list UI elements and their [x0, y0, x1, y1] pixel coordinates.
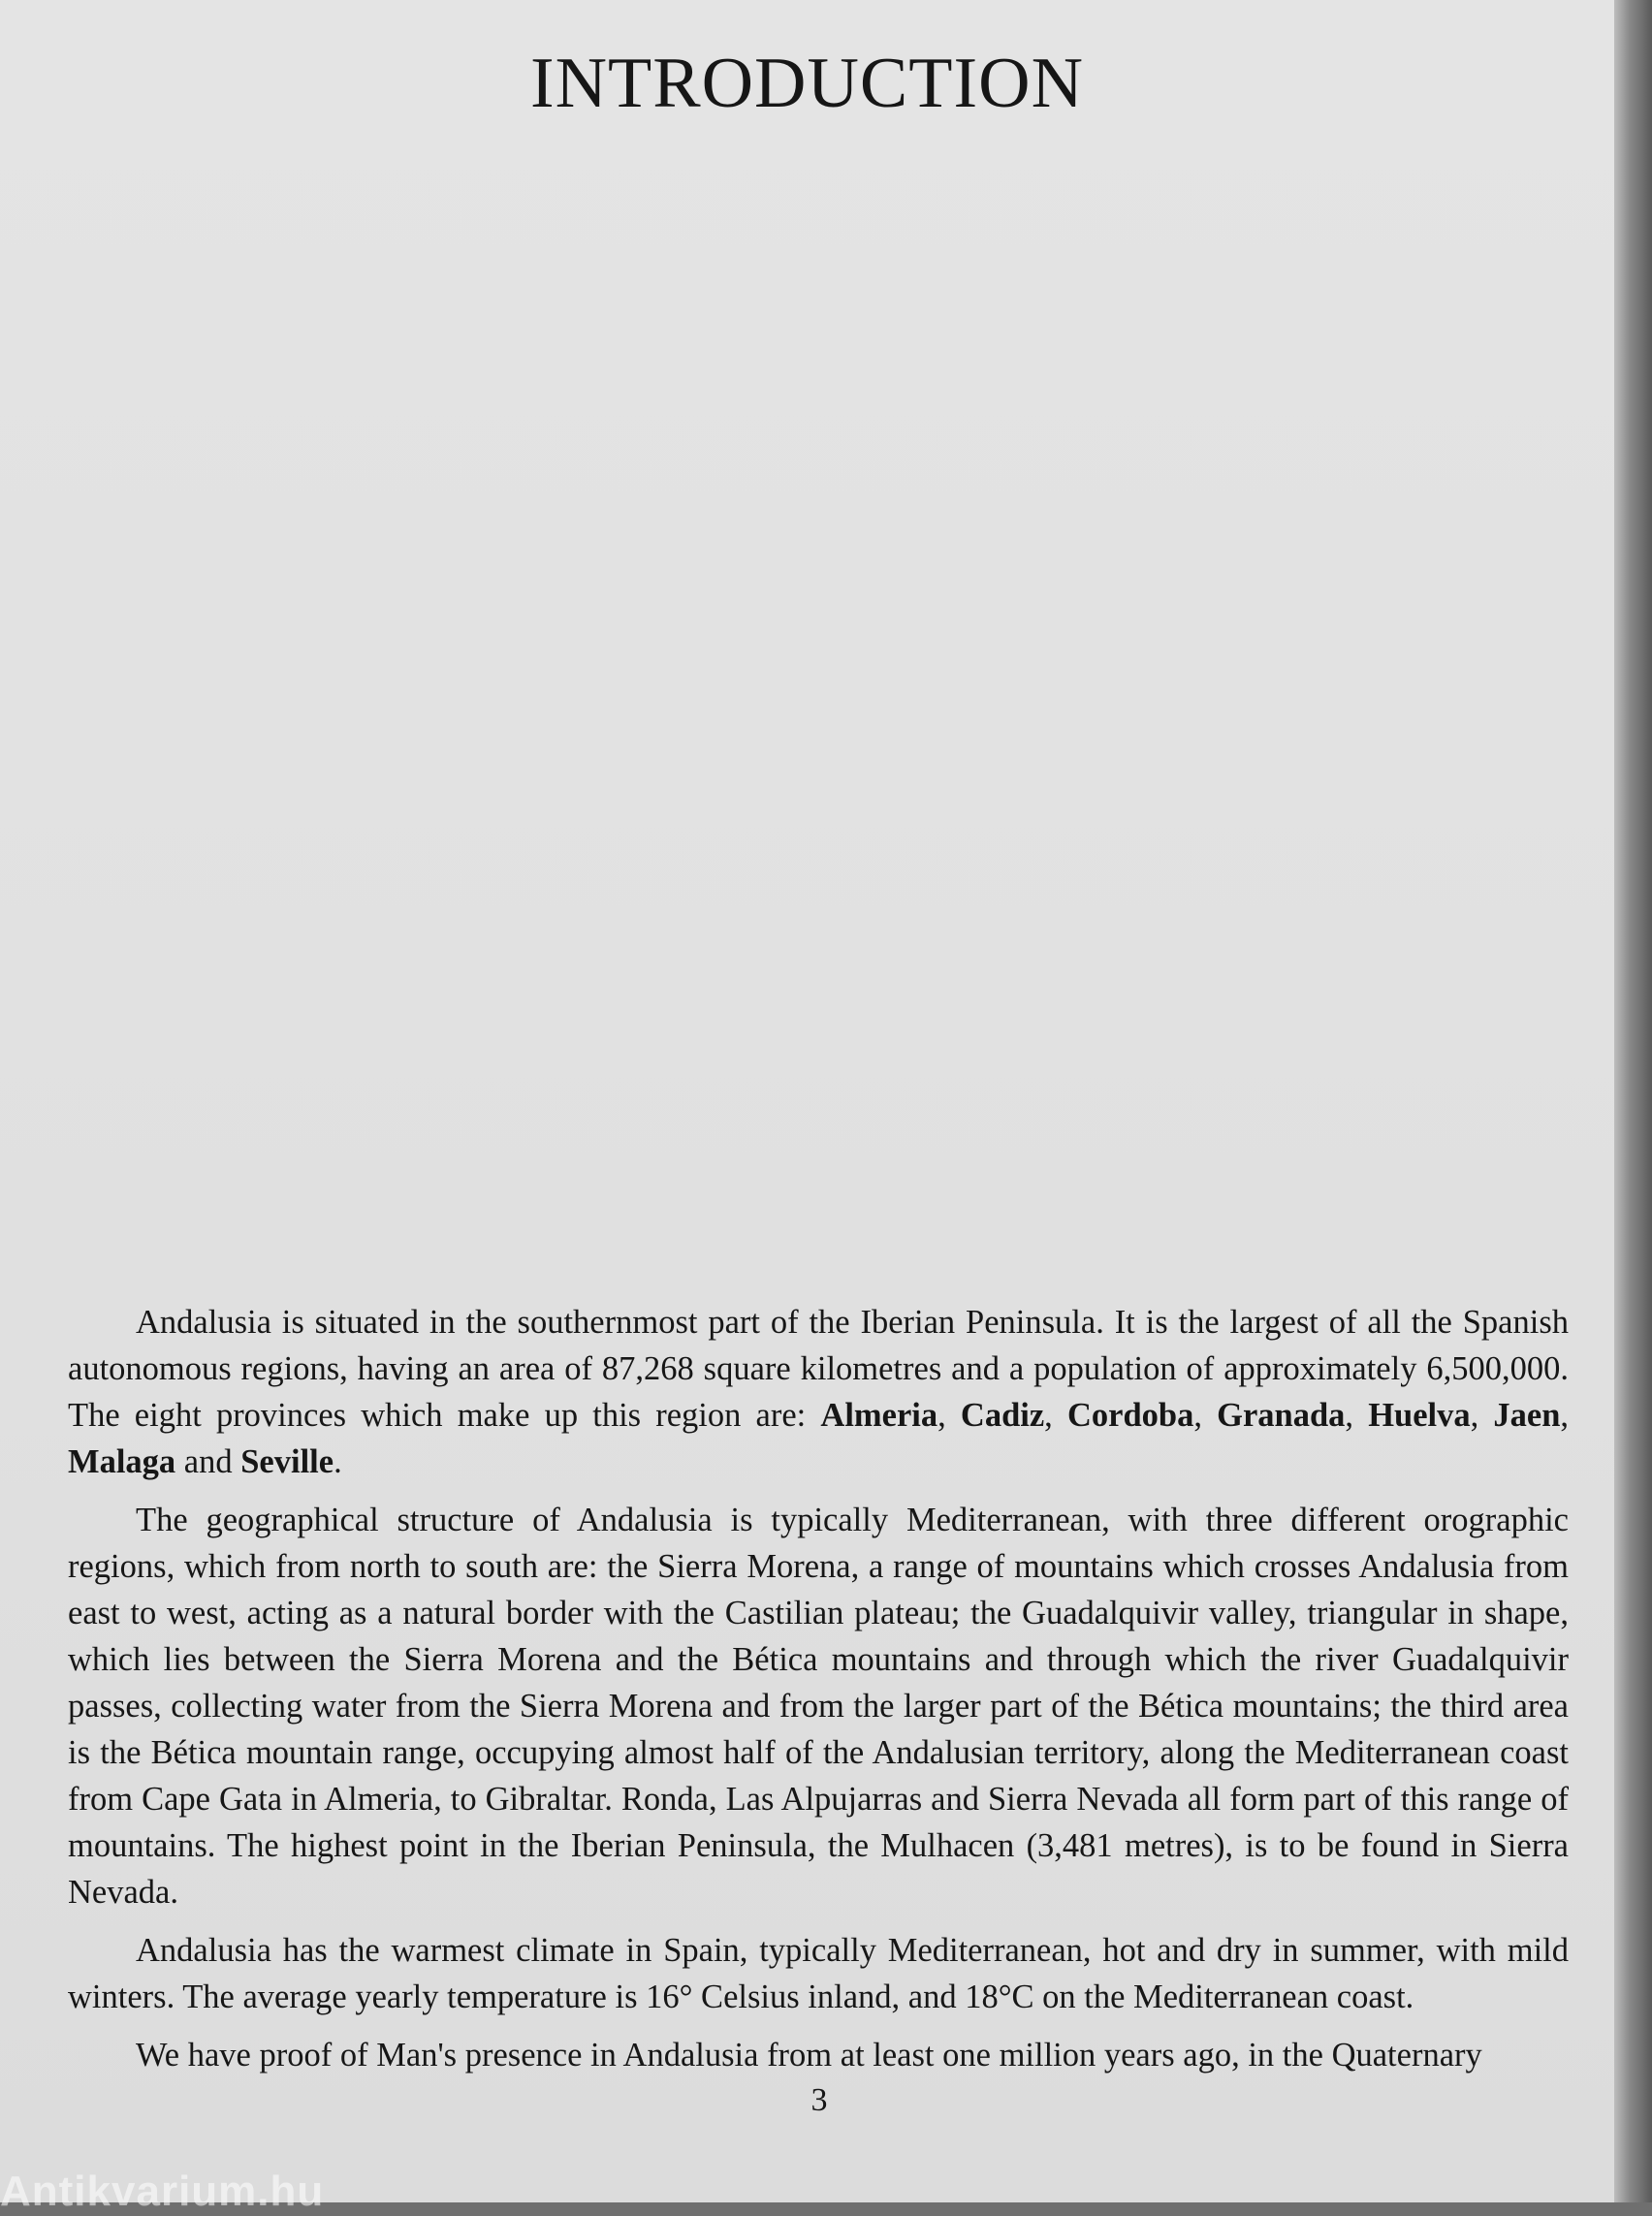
province-jaen: Jaen: [1493, 1397, 1561, 1434]
page-edge-shadow: [1614, 0, 1652, 2202]
paragraph-3: Andalusia has the warmest climate in Spain, typically Mediterranean, hot and dry in summer, with mild winters. The average yearly temperature is 16° Celsius inland, and 18°C on the Mediterranean coast.: [68, 1932, 1569, 2015]
province-malaga: Malaga: [68, 1443, 176, 1480]
watermark: Antikvarium.hu: [0, 2168, 325, 2215]
province-huelva: Huelva: [1368, 1397, 1471, 1434]
body-text: [68, 1299, 1569, 2090]
province-cadiz: Cadiz: [960, 1397, 1045, 1434]
paragraph-1: Andalusia is situated in the southernmost part of the Iberian Peninsula. It is the largest of all the Spanish autonomous regions, having an area of 87,268 square kilometres and a population of approximately 6,500,000. The eight provinces which make up this region are: Almeria, Cadiz, Cordoba, Granada, Huelva, Jaen, Malaga and Seville.: [68, 1304, 1570, 1480]
page-title: INTRODUCTION: [529, 44, 1085, 123]
paragraph-4: We have proof of Man's presence in Andalusia from at least one million years ago, in the Quaternary: [136, 2037, 1482, 2074]
province-seville: Seville: [240, 1443, 334, 1480]
page-number: 3: [810, 2082, 828, 2118]
paragraph-1-intro: Andalusia is situated in the southernmost part of the Iberian Peninsula. It is the largest of all the Spanish autonomous regions, having an area of 87,268 square kilometres and a population of approximately 6,500,000. The eight provinces which make up this region are:: [68, 1304, 1569, 1434]
province-cordoba: Cordoba: [1066, 1397, 1194, 1434]
province-almeria: Almeria: [820, 1397, 938, 1434]
province-granada: Granada: [1217, 1397, 1346, 1434]
paragraph-2: The geographical structure of Andalusia is typically Mediterranean, with three different orographic regions, which from north to south are: the Sierra Morena, a range of mountains which crosses Andalusia from east to west, acting as a natural border with the Castilian plateau; the Guadalquivir valley, triangular in shape, which lies between the Sierra Morena and the Bética mountains and through which the river Guadalquivir passes, collecting water from the Sierra Morena and from the larger part of the Bética mountains; the third area is the Bética mountain range, occupying almost half of the Andalusian territory, along the Mediterranean coast from Cape Gata in Almeria, to Gibraltar. Ronda, Las Alpujarras and Sierra Nevada all form part of this range of mountains. The highest point in the Iberian Peninsula, the Mulhacen (3,481 metres), is to be found in Sierra Nevada.: [68, 1502, 1569, 1911]
